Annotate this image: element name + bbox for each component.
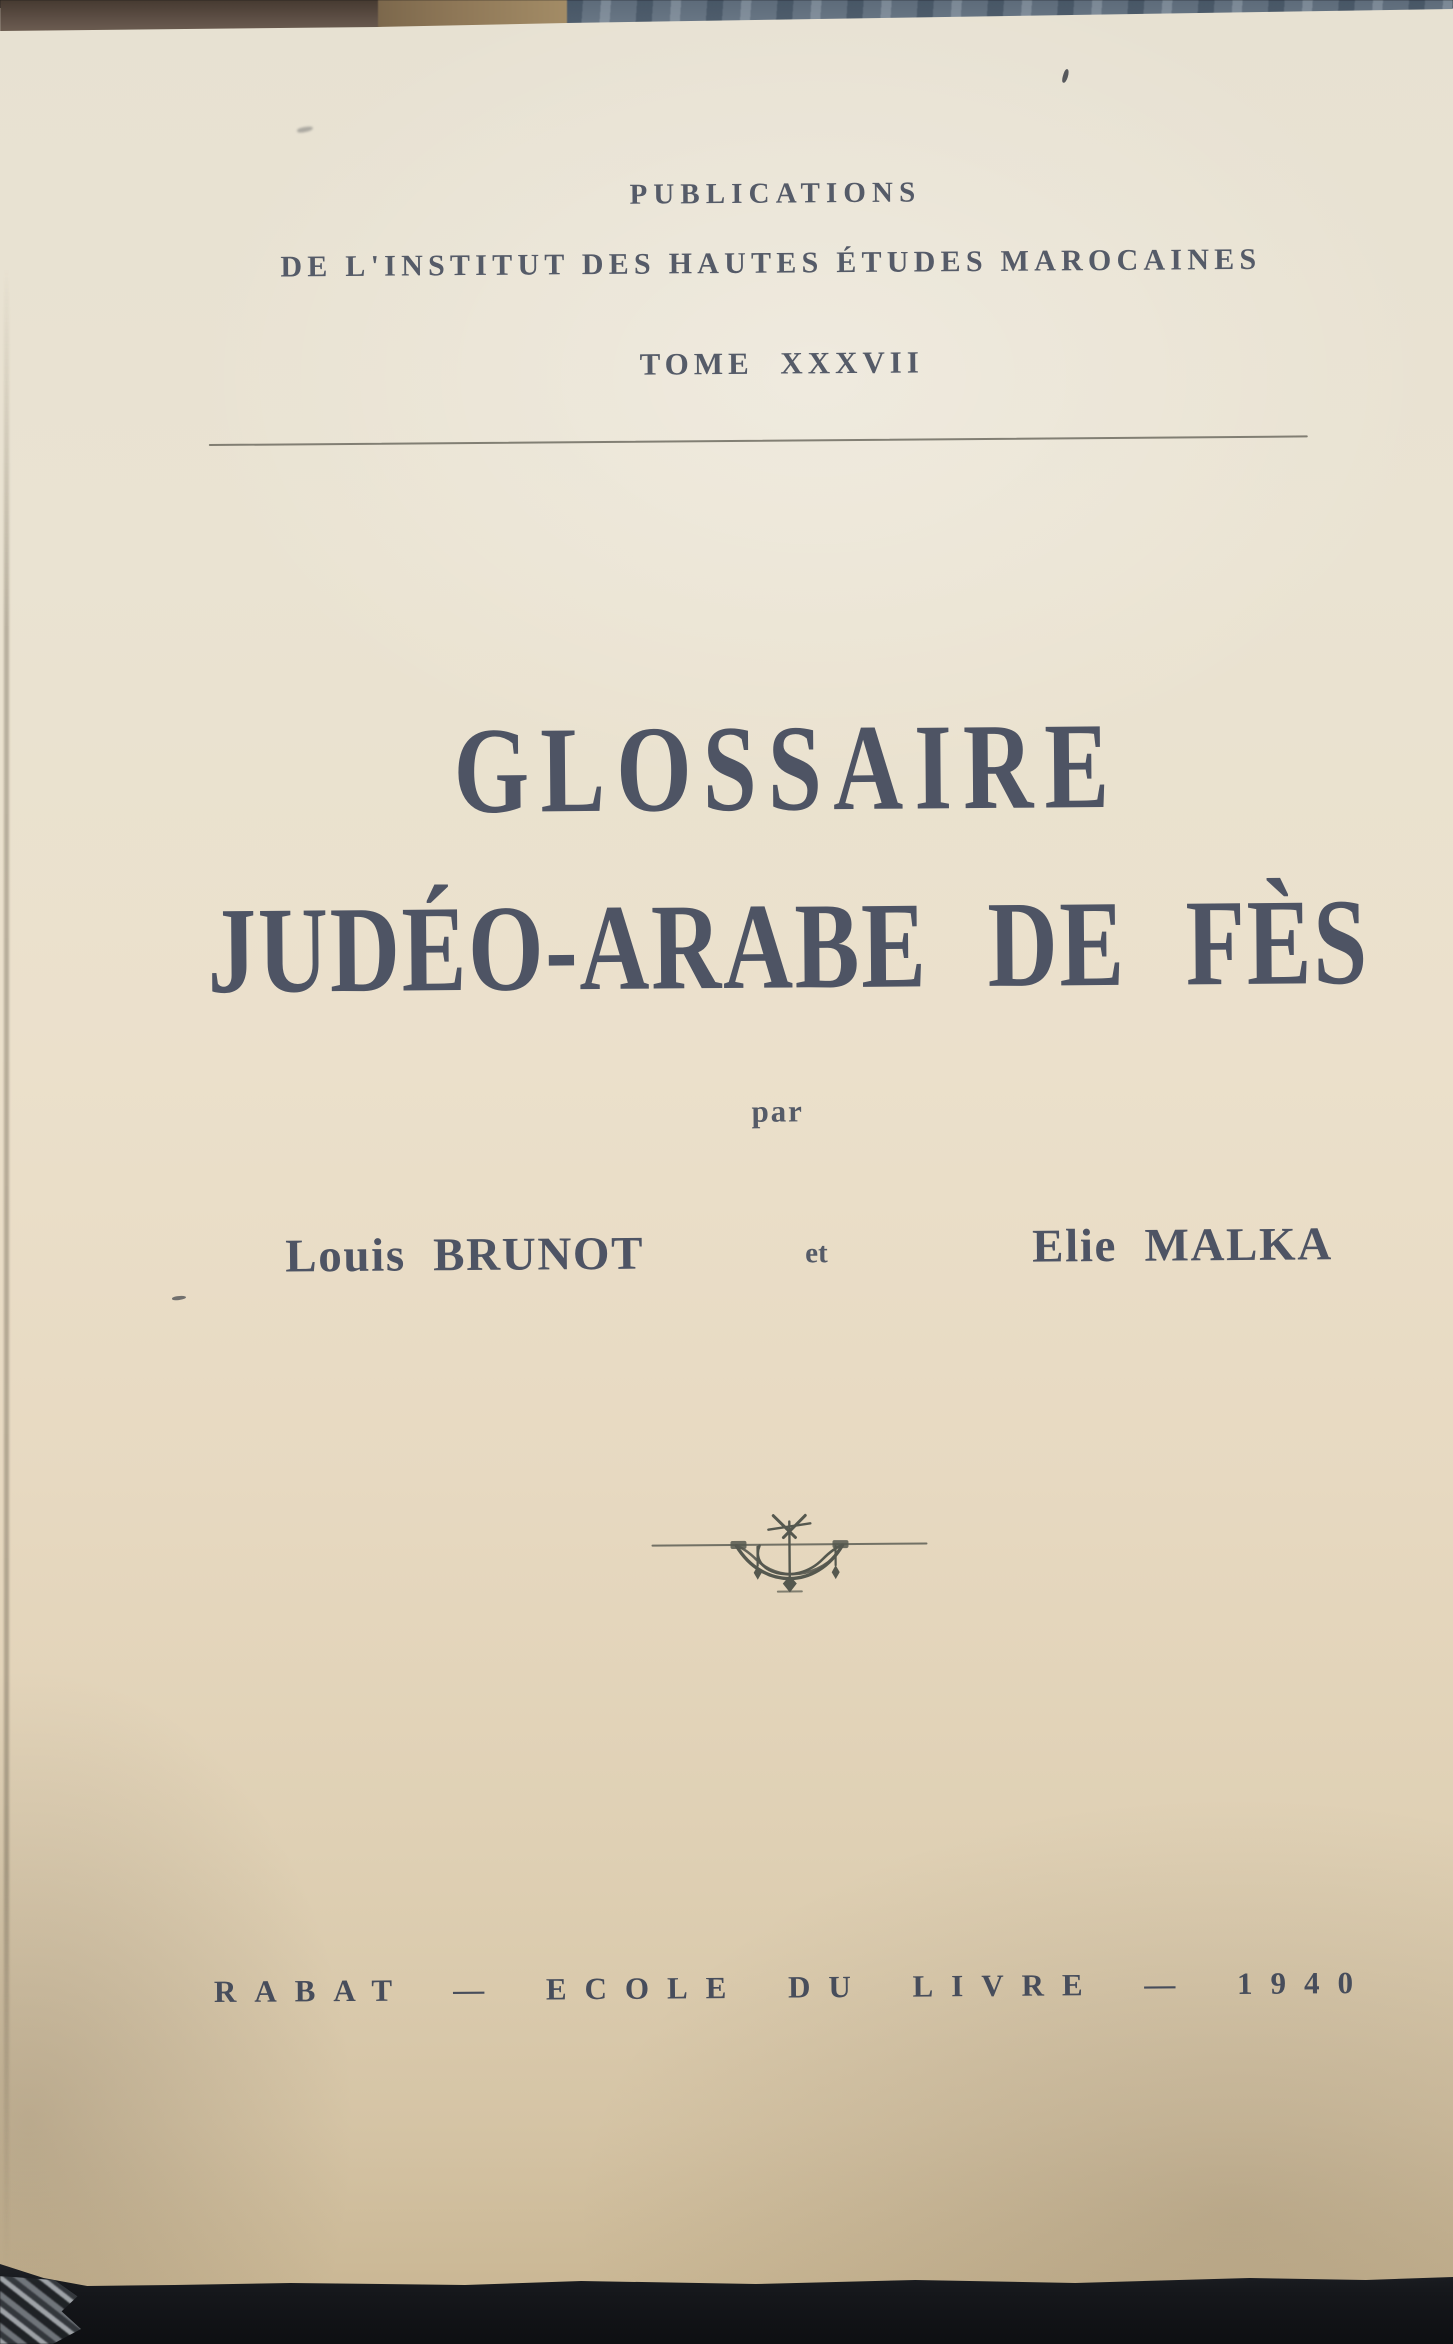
book-title-line1: GLOSSAIRE — [453, 697, 1121, 839]
book-cover-page — [0, 8, 1453, 2308]
tome-number: TOME XXXVII — [639, 344, 924, 382]
ornament-flourish-icon — [644, 1512, 935, 1603]
author-conjunction: et — [805, 1237, 828, 1270]
byline-par: par — [751, 1093, 804, 1129]
imprint-line: RABAT — ECOLE DU LIVRE — 1940 — [213, 1964, 1372, 2010]
author-name-first: Louis BRUNOT — [285, 1227, 645, 1283]
series-title-line1: PUBLICATIONS — [629, 176, 922, 211]
divider-rule — [209, 435, 1308, 446]
printed-content — [0, 2, 1453, 2313]
author-name-second: Elie MALKA — [1031, 1218, 1334, 1273]
series-title-line2: DE L'INSTITUT DES HAUTES ÉTUDES MAROCAINES — [280, 242, 1262, 284]
marbled-corner-patch — [0, 2276, 88, 2344]
book-title-line2: JUDÉO-ARABE DE FÈS — [207, 873, 1370, 1019]
